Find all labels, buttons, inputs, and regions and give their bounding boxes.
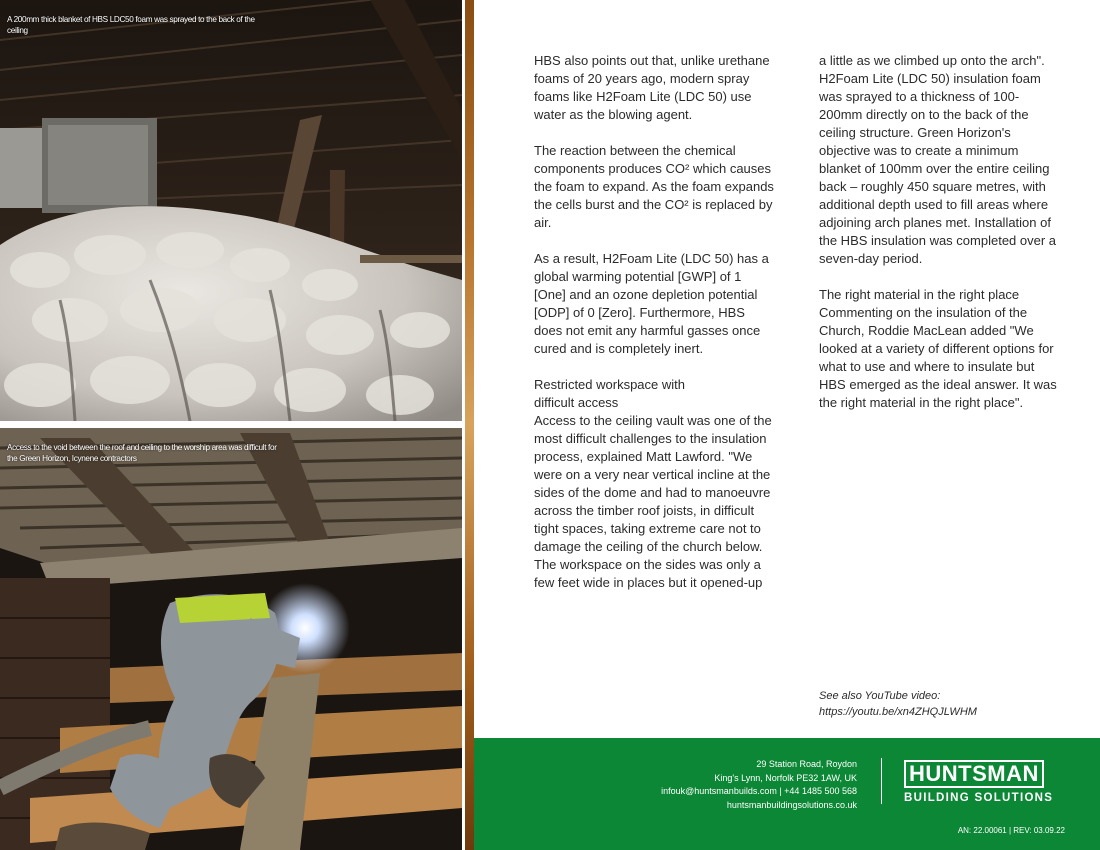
heading-line-1: Restricted workspace with — [534, 377, 685, 392]
brand-subtitle: BUILDING SOLUTIONS — [904, 792, 1054, 804]
footer-divider — [881, 758, 882, 804]
address-line-2: King's Lynn, Norfolk PE32 1AW, UK — [714, 772, 857, 783]
foam-blanket-illustration — [0, 0, 462, 421]
paragraph-blowing-agent: HBS also points out that, unlike urethane foams of 20 years ago, modern spray foams like H2Foam Lite (LDC 50) use water as the blowing agent. — [534, 53, 770, 122]
paragraph-quote-roddie: Commenting on the insulation of the Church, Roddie MacLean added "We looked at a variety of different options for what to use and where to insulate but HBS emerged as the ideal answer. It was the right material in the right place". — [819, 305, 1057, 410]
heading-line-2: difficult access — [534, 395, 619, 410]
youtube-label: See also YouTube video: — [819, 690, 941, 702]
company-address — [661, 758, 857, 812]
address-line-1: 29 Station Road, Roydon — [756, 759, 857, 769]
contact-line[interactable]: infouk@huntsmanbuilds.com | +44 1485 500 568 — [661, 786, 857, 796]
text-column-2 — [819, 52, 1059, 430]
contractor-illustration — [0, 428, 462, 850]
photo-caption-top: A 200mm thick blanket of HBS LDC50 foam was sprayed to the back of the ceiling — [7, 15, 255, 35]
paragraph-reaction: The reaction between the chemical components produces CO² which causes the foam to expand. As the foam expands the cells burst and the CO² is replaced by air. — [534, 143, 774, 230]
huntsman-logo — [904, 760, 1053, 804]
heading-right-material: The right material in the right place — [819, 287, 1020, 302]
heading-restricted-workspace — [534, 376, 774, 412]
footer-bar — [474, 738, 1100, 850]
document-revision: AN: 22.00061 | REV: 03.09.22 — [957, 826, 1065, 835]
youtube-link[interactable]: https://youtu.be/xn4ZHQJLWHM — [819, 706, 977, 718]
copper-divider-strip — [462, 0, 474, 850]
brand-name: HUNTSMAN — [904, 760, 1044, 788]
youtube-reference — [819, 688, 1019, 720]
paragraph-ceiling-access: Access to the ceiling vault was one of the most difficult challenges to the insulation process, explained Matt Lawford. "We were on a very near vertical incline at the sides of the dome and had to manoeuvre across the timber roof joists, in difficult tight spaces, taking extreme care not to damage the ceiling of the church below. The workspace on the sides was only a few feet wide in places but it opened-up — [534, 413, 772, 590]
website-link[interactable]: huntsmanbuildingsolutions.co.uk — [726, 799, 857, 810]
photo-spray-foam-ceiling — [0, 0, 462, 421]
paragraph-gwp-odp: As a result, H2Foam Lite (LDC 50) has a global warming potential [GWP] of 1 [One] and an ozone depletion potential [ODP] of 0 [Zero]. Furthermore, HBS does not emit any harmful gasses once cured and is completely inert. — [534, 251, 769, 356]
paragraph-installation: a little as we climbed up onto the arch". H2Foam Lite (LDC 50) insulation foam was sprayed to a thickness of 100-200mm directly on to the back of the ceiling structure. Green Horizon's objective was to create a minimum blanket of 100mm over the entire ceiling back – roughly 450 square metres, with additional depth used to fill areas where adjoining arch planes met. Installation of the HBS insulation was completed over a seven-day period. — [819, 53, 1057, 266]
photo-contractor-in-void — [0, 428, 462, 850]
text-column-1 — [534, 52, 774, 592]
photo-caption-bottom: Access to the void between the roof and ceiling to the worship area was difficult for the Green Horizon, Icynene contractors — [7, 443, 277, 463]
